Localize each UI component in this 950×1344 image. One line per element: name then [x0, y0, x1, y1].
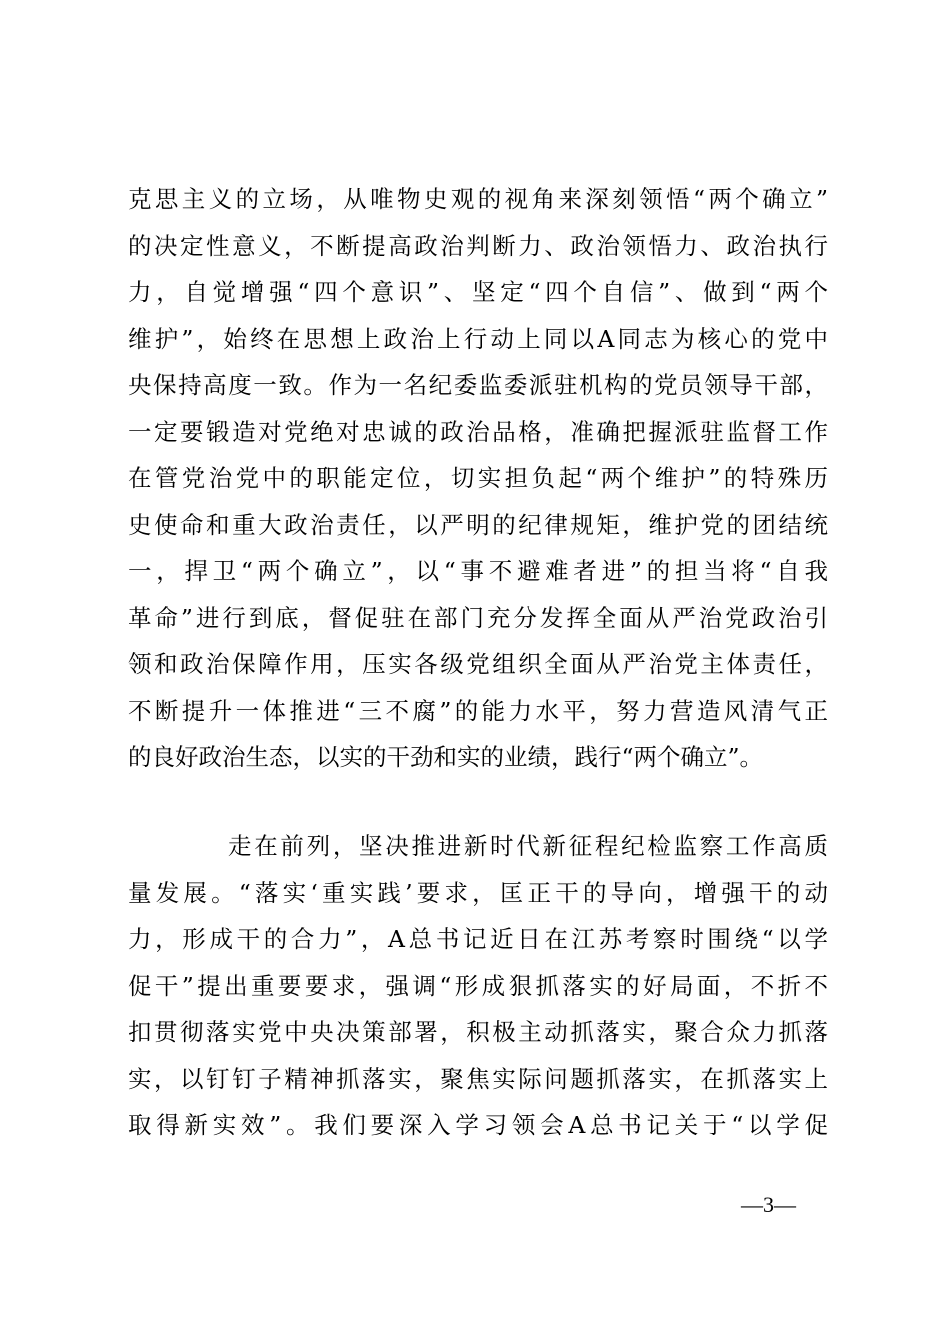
paragraph-1-line-13: 的良好政治生态，以实的干劲和实的业绩，践行“两个确立”。	[128, 743, 764, 771]
paragraph-2-line-3: 力，形成干的合力”，A总书记近日在江苏考察时围绕“以学	[128, 925, 828, 953]
paragraph-1-line-9: 一，捍卫“两个确立”，以“事不避难者进”的担当将“自我	[128, 557, 828, 585]
paragraph-1-line-6: 一定要锻造对党绝对忠诚的政治品格，准确把握派驻监督工作	[128, 417, 828, 446]
paragraph-2-line-1: 走在前列，坚决推进新时代新征程纪检监察工作高质	[228, 832, 828, 860]
paragraph-2-line-4: 促干”提出重要要求，强调“形成狠抓落实的好局面，不折不	[128, 971, 828, 1000]
paragraph-1-line-10: 革命”进行到底，督促驻在部门充分发挥全面从严治党政治引	[128, 603, 828, 632]
paragraph-2-line-5: 扣贯彻落实党中央决策部署，积极主动抓落实，聚合众力抓落	[128, 1018, 828, 1046]
paragraph-1-line-1: 克思主义的立场，从唯物史观的视角来深刻领悟“两个确立”	[128, 185, 828, 213]
paragraph-1-line-7: 在管党治党中的职能定位，切实担负起“两个维护”的特殊历	[128, 464, 828, 492]
paragraph-2-line-6: 实，以钉钉子精神抓落实，聚焦实际问题抓落实，在抓落实上	[128, 1064, 828, 1093]
paragraph-2-line-7: 取得新实效”。我们要深入学习领会A总书记关于“以学促	[128, 1111, 828, 1139]
paragraph-1	[128, 176, 828, 781]
paragraph-2	[128, 823, 828, 1149]
paragraph-1-line-3: 力，自觉增强“四个意识”、坚定“四个自信”、做到“两个	[128, 278, 828, 306]
paragraph-1-line-2: 的决定性意义，不断提高政治判断力、政治领悟力、政治执行	[128, 231, 828, 260]
paragraph-1-line-8: 史使命和重大政治责任，以严明的纪律规矩，维护党的团结统	[128, 510, 828, 539]
paragraph-1-line-4: 维护”，始终在思想上政治上行动上同以A同志为核心的党中	[128, 324, 828, 353]
page-number: —3—	[741, 1192, 796, 1217]
paragraph-2-line-2: 量发展。“落实‘重实践’要求，匡正干的导向，增强干的动	[128, 878, 828, 907]
paragraph-1-line-11: 领和政治保障作用，压实各级党组织全面从严治党主体责任，	[128, 650, 828, 678]
paragraph-1-line-12: 不断提升一体推进“三不腐”的能力水平，努力营造风清气正	[128, 696, 828, 725]
paragraph-1-line-5: 央保持高度一致。作为一名纪委监委派驻机构的党员领导干部，	[128, 371, 828, 399]
